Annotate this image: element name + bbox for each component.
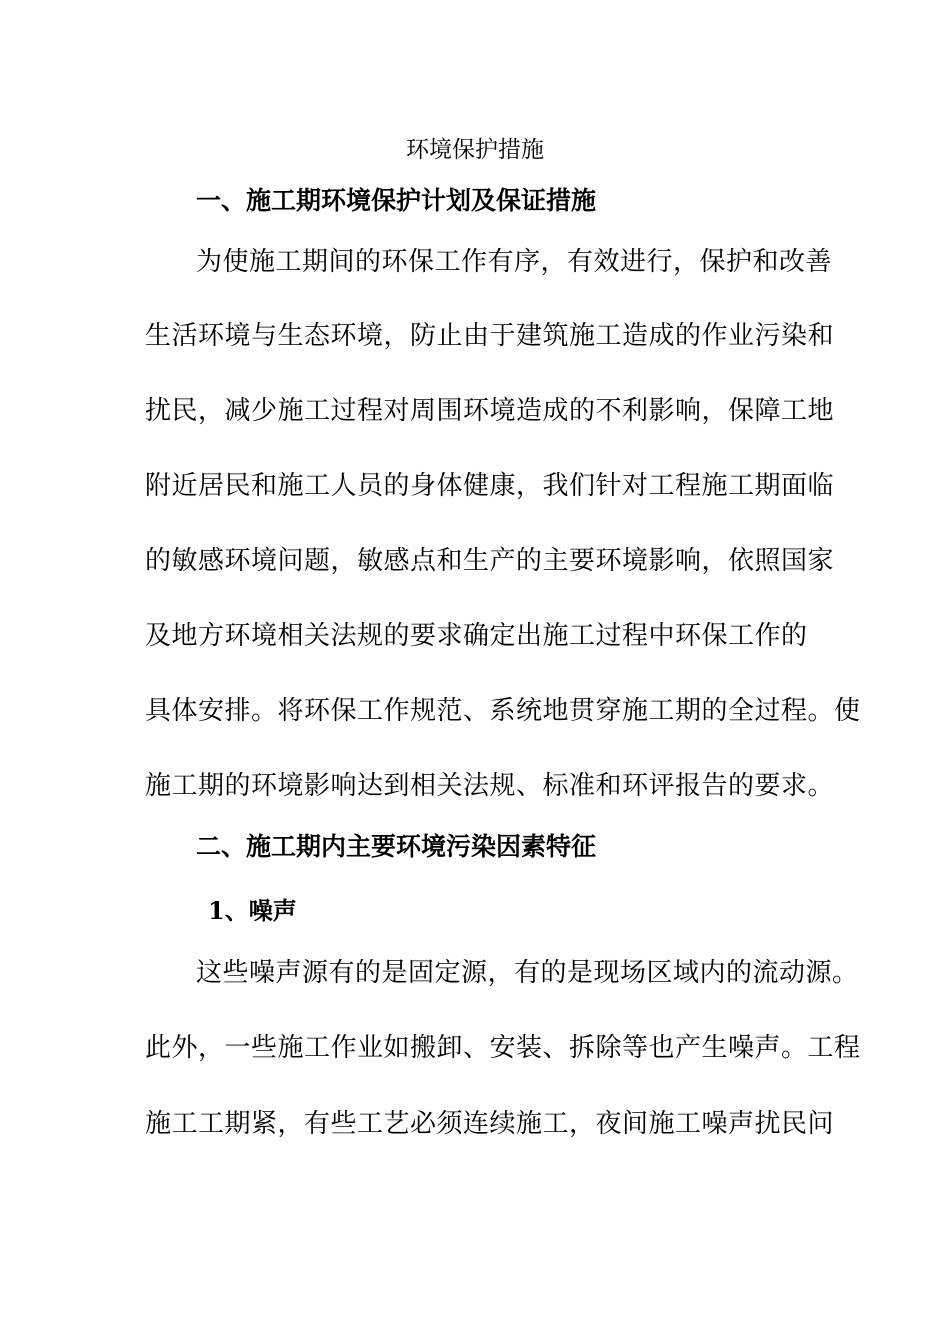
document-title: 环境保护措施 [406, 137, 544, 163]
section-1-line: 生活环境与生态环境，防止由于建筑施工造成的作业污染和 [145, 321, 835, 351]
section-1-line: 施工期的环境影响达到相关法规、标准和环评报告的要求。 [145, 771, 835, 801]
section-1-line: 附近居民和施工人员的身体健康，我们针对工程施工期面临 [145, 471, 835, 501]
section-1-line: 及地方环境相关法规的要求确定出施工过程中环保工作的 [145, 621, 808, 651]
section-2-line: 这些噪声源有的是固定源，有的是现场区域内的流动源。 [196, 958, 859, 988]
section-1-line: 扰民，减少施工过程对周围环境造成的不利影响，保障工地 [145, 396, 835, 426]
section-2-heading: 二、施工期内主要环境污染因素特征 [196, 832, 597, 861]
section-1-line: 的敏感环境问题，敏感点和生产的主要环境影响，依照国家 [145, 546, 835, 576]
section-1-line: 为使施工期间的环保工作有序，有效进行，保护和改善 [196, 247, 833, 277]
noise-subheading: 1、噪声 [208, 896, 297, 925]
section-1-heading: 一、施工期环境保护计划及保证措施 [196, 186, 597, 215]
section-2-line: 此外，一些施工作业如搬卸、安装、拆除等也产生噪声。工程 [145, 1033, 861, 1063]
section-2-line: 施工工期紧，有些工艺必须连续施工，夜间施工噪声扰民问 [145, 1109, 835, 1139]
section-1-line: 具体安排。将环保工作规范、系统地贯穿施工期的全过程。使 [145, 696, 861, 726]
